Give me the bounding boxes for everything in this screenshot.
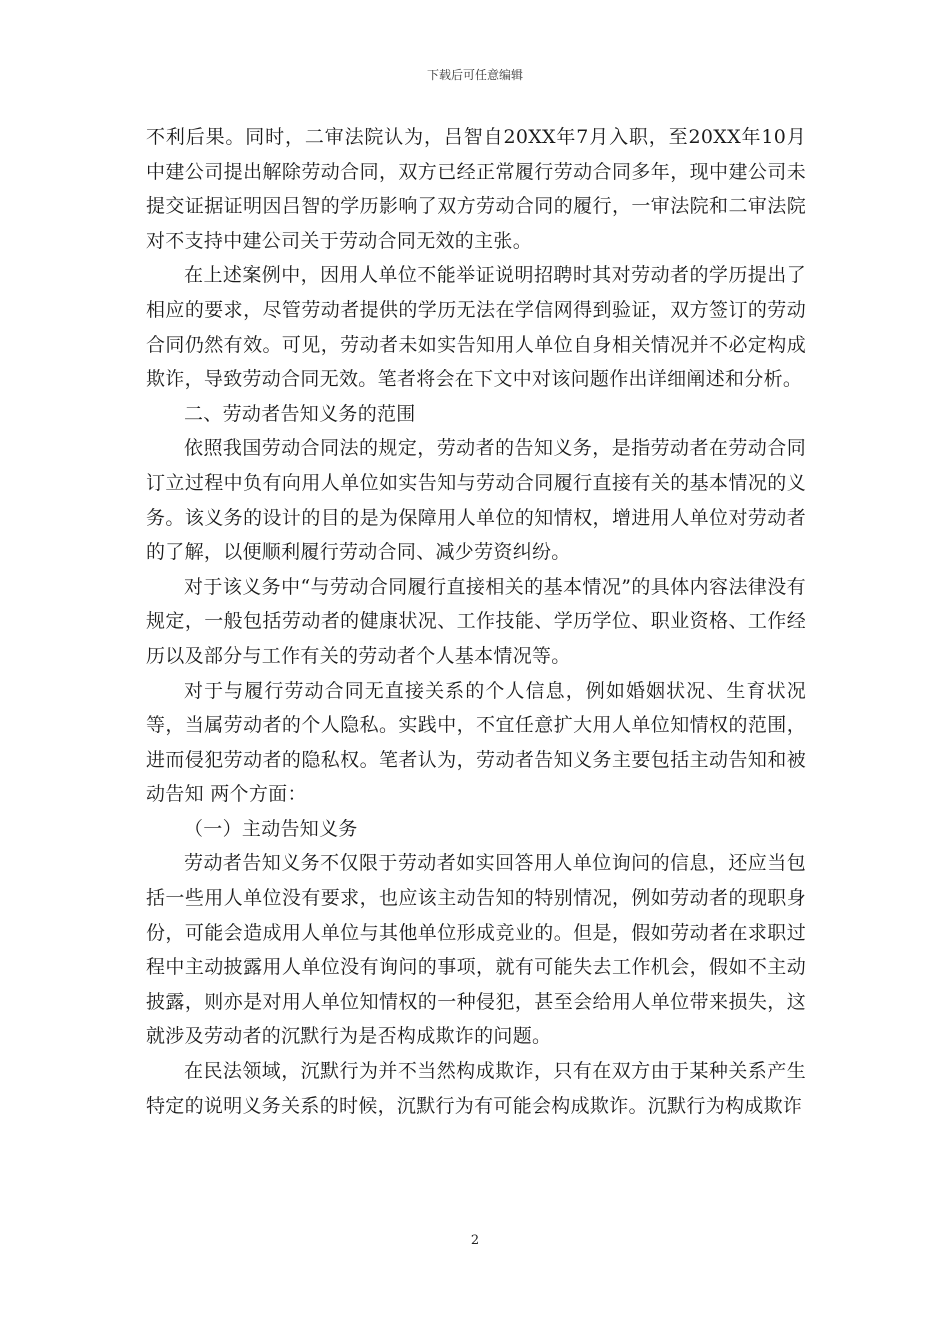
page-number: 2 (470, 1233, 480, 1248)
section-heading-scope: 二、劳动者告知义务的范围 (184, 402, 416, 425)
paragraph-civil-law-silence: 在民法领域，沉默行为并不当然构成欺诈，只有在双方由于某种关系产生特定的说明义务关系的时候，沉默行为有可能会构成欺诈。沉默行为构成欺诈 (146, 1060, 806, 1117)
subsection-heading-active-disclosure: （一）主动告知义务 (184, 817, 358, 840)
paragraph-privacy: 对于与履行劳动合同无直接关系的个人信息，例如婚姻状况、生育状况等，当属劳动者的个人隐私。实践中，不宜任意扩大用人单位知情权的范围，进而侵犯劳动者的隐私权。笔者认为，劳动者告知义务主要包括主动告知和被动告知 两个方面： (146, 679, 806, 806)
page-header: 下载后可任意编辑 (426, 68, 523, 82)
paragraph-definition: 依照我国劳动合同法的规定，劳动者的告知义务，是指劳动者在劳动合同订立过程中负有向用人单位如实告知与劳动合同履行直接有关的基本情况的义务。该义务的设计的目的是为保障用人单位的知情权，增进用人单位对劳动者的了解，以便顺利履行劳动合同、减少劳资纠纷。 (146, 437, 806, 564)
document-body (146, 120, 806, 1123)
paragraph-basic-info: 对于该义务中“与劳动合同履行直接相关的基本情况”的具体内容法律没有规定，一般包括劳动者的健康状况、工作技能、学历学位、职业资格、工作经历以及部分与工作有关的劳动者个人基本情况等。 (146, 575, 806, 667)
paragraph-continued: 不利后果。同时，二审法院认为，吕智自20XX年7月入职，至20XX年10月中建公司提出解除劳动合同，双方已经正常履行劳动合同多年，现中建公司未提交证据证明因吕智的学历影响了双方劳动合同的履行，一审法院和二审法院对不支持中建公司关于劳动合同无效的主张。 (146, 126, 806, 252)
paragraph-active-disclosure: 劳动者告知义务不仅限于劳动者如实回答用人单位询问的信息，还应当包括一些用人单位没有要求，也应该主动告知的特别情况，例如劳动者的现职身份，可能会造成用人单位与其他单位形成竞业的。但是，假如劳动者在求职过程中主动披露用人单位没有询问的事项，就有可能失去工作机会，假如不主动披露，则亦是对用人单位知情权的一种侵犯，甚至会给用人单位带来损失，这就涉及劳动者的沉默行为是否构成欺诈的问题。 (146, 852, 806, 1048)
paragraph-case-analysis: 在上述案例中，因用人单位不能举证说明招聘时其对劳动者的学历提出了相应的要求，尽管劳动者提供的学历无法在学信网得到验证，双方签订的劳动合同仍然有效。可见，劳动者未如实告知用人单位自身相关情况并不必定构成欺诈，导致劳动合同无效。笔者将会在下文中对该问题作出详细阐述和分析。 (146, 264, 806, 391)
